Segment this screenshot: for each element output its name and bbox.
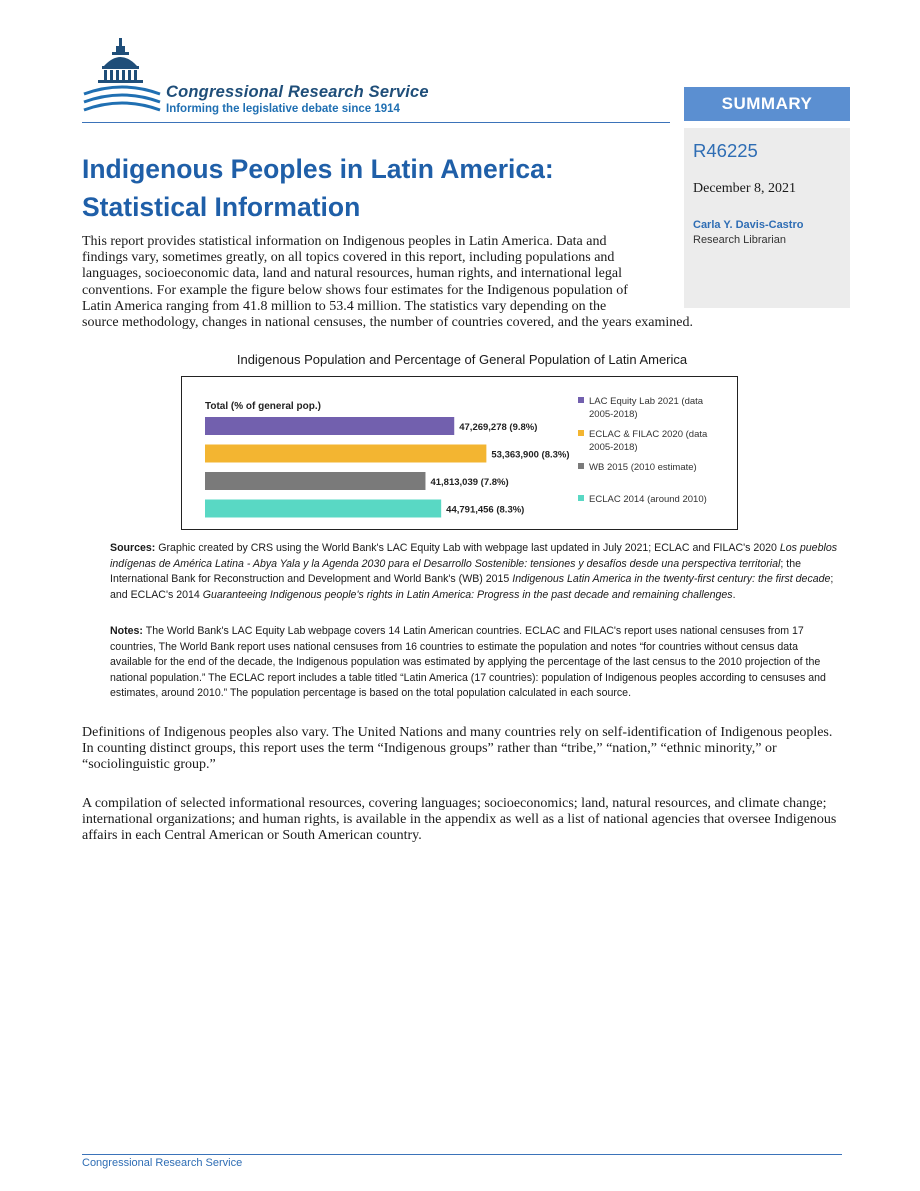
legend-label: WB 2015 (2010 estimate) [589,462,697,473]
org-name: Congressional Research Service [166,83,429,101]
bar-value-label: 41,813,039 (7.8%) [430,477,509,488]
notes-text: The World Bank's LAC Equity Lab webpage covers 14 Latin American countries. ECLAC and FILAC's report uses national censuses from 17 countries, The World Bank report uses national censuses from 16 countries to estimate the population and notes “for countries without census data available for the end of the decade, the Indigenous population was estimated by applying the percentage of the last census to the 2010 projection of the national population.” The ECLAC report includes a table titled “Latin America (17 countries): population of Indigenous peoples according to censuses and estimates, around 2010.” The population percentage is based on the total population calculated in each source. [110,625,826,699]
bar-value-label: 44,791,456 (8.3%) [446,504,525,516]
source-title: Guaranteeing Indigenous people's rights in Latin America: Progress in the past decade and remaining challenges [202,588,733,601]
definitions-paragraph: Definitions of Indigenous peoples also vary. The United Nations and many countries rely on self-identification of Indigenous peoples. In counting distinct groups, this report uses the term “Indigenous groups” rather than “tribe,” “nation,” “ethnic minority,” or “sociolinguistic group.” [82,725,833,773]
header-divider [82,122,670,123]
legend-label: 2005-2018) [589,442,638,453]
bar [205,445,486,463]
intro-line: languages, socioeconomic data, land and natural resources, human rights, and international legal [82,266,622,282]
report-date: December 8, 2021 [693,181,797,196]
author-name[interactable]: Carla Y. Davis-Castro [693,219,804,231]
legend-swatch [578,397,584,403]
figure-title: Indigenous Population and Percentage of General Population of Latin America [236,352,688,367]
org-tagline: Informing the legislative debate since 1914 [166,103,400,115]
chart-title: Total (% of general pop.) [205,401,321,412]
legend-swatch [578,430,584,436]
sources-label: Sources: [110,542,156,554]
footer-org-name: Congressional Research Service [82,1157,243,1169]
population-bar-chart [182,377,736,528]
intro-line: conventions. For example the figure below shows four estimates for the Indigenous population of [82,282,628,298]
source-title: Los pueblos indígenas de América Latina - Abya Yala y la Agenda 2030 para el Desarrollo Sostenible: tensiones y desafíos desde una perspectiva territorial [110,542,838,570]
bar [205,472,425,490]
intro-paragraph [82,234,744,331]
intro-line: Latin America ranging from 41.8 million to 53.4 million. The statistics vary depending on the [82,298,607,314]
sources-text: Graphic created by CRS using the World Bank's LAC Equity Lab with webpage last updated in July 2021; ECLAC and FILAC's 2020 [155,542,780,554]
footer-divider [82,1154,842,1155]
intro-line: findings vary, sometimes greatly, on all topics covered in this report, including populations and [82,250,615,266]
bar-value-label: 53,363,900 (8.3%) [491,449,570,461]
legend-label: LAC Equity Lab 2021 (data [589,396,704,407]
notes-label: Notes: [110,625,143,637]
sources-note [110,541,842,603]
sources-text: . [732,588,736,601]
capitol-dome-logo-icon [82,36,162,120]
bar [205,500,441,518]
sources-text: ; and ECLAC's 2014 [110,573,834,601]
sources-text: ; the International Bank for Reconstruction and Development and World Bank's (WB) 2015 [110,557,801,585]
notes-note [110,624,842,702]
page-title: Indigenous Peoples in Latin America: Statistical Information [82,154,554,222]
legend-swatch [578,495,584,501]
compilation-paragraph: A compilation of selected informational resources, covering languages; socioeconomics; land, natural resources, and climate change; international organizations; and human rights, is available in the appendix as well as a list of national agencies that oversee Indigenous affairs in each Central American or South American country. [82,796,837,844]
intro-line: source methodology, changes in national censuses, the number of countries covered, and the years examined. [82,315,694,331]
legend-label: ECLAC & FILAC 2020 (data [589,429,708,440]
chart-frame [181,376,738,530]
legend-label: ECLAC 2014 (around 2010) [589,494,707,505]
bar-value-label: 47,269,278 (9.8%) [459,422,538,433]
report-number: R46225 [693,140,758,161]
legend-label: 2005-2018) [589,409,638,420]
bar [205,417,454,435]
author-role: Research Librarian [693,234,786,246]
source-title: Indigenous Latin America in the twenty-first century: the first decade [512,573,831,585]
legend-swatch [578,463,584,469]
intro-line: This report provides statistical information on Indigenous peoples in Latin America. Data and [82,234,607,249]
summary-label: SUMMARY [684,87,850,121]
